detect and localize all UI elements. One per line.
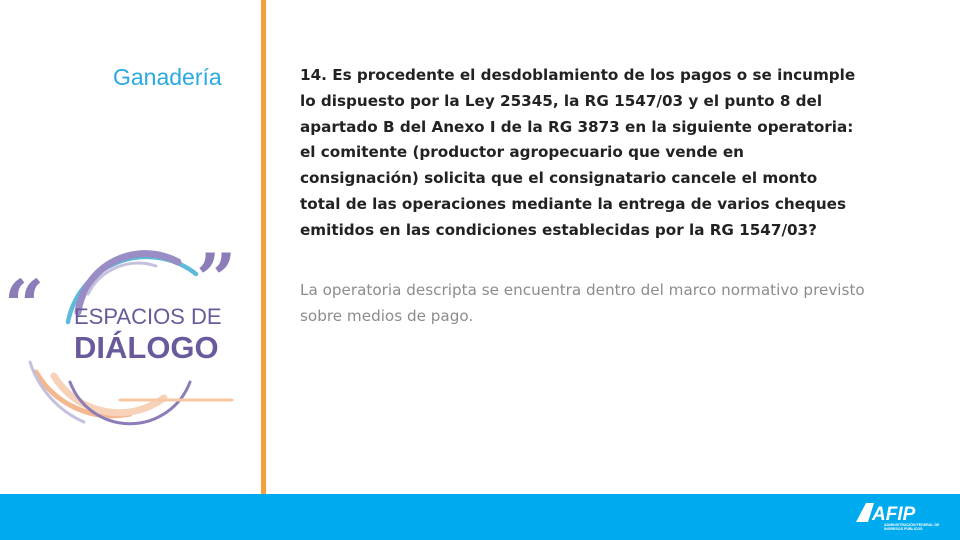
logo-line-2: DIÁLOGO bbox=[74, 330, 219, 365]
logo-close-quote: ” bbox=[196, 238, 237, 321]
afip-brand-text: AFIP bbox=[872, 504, 916, 525]
agency-name bbox=[884, 523, 946, 531]
footer-bar bbox=[0, 494, 960, 540]
logo-line-1: ESPACIOS DE bbox=[74, 304, 222, 329]
agency-name-line-1: ADMINISTRACIÓN FEDERAL DE bbox=[884, 523, 940, 527]
agency-name-line-2: INGRESOS PÚBLICOS bbox=[884, 527, 923, 532]
question-text: 14. Es procedente el desdoblamiento de los pagos o se incumple lo dispuesto por la Ley 25345, la RG 1547/03 y el punto 8 del apartado B del Anexo I de la RG 3873 en la siguiente operatoria: el comitente (productor agropecuario que vende en consignación) solicita que el consignatario cancele el monto total de las operaciones mediante la entrega de varios cheques emitidos en las condiciones establecidas por la RG 1547/03? bbox=[300, 66, 856, 239]
section-title: Ganadería bbox=[113, 64, 222, 90]
logo-open-quote: “ bbox=[4, 264, 45, 347]
answer-text: La operatoria descripta se encuentra dentro del marco normativo previsto sobre medios de pago. bbox=[300, 281, 865, 325]
espacios-de-dialogo-logo bbox=[0, 222, 250, 437]
vertical-divider bbox=[261, 0, 266, 494]
